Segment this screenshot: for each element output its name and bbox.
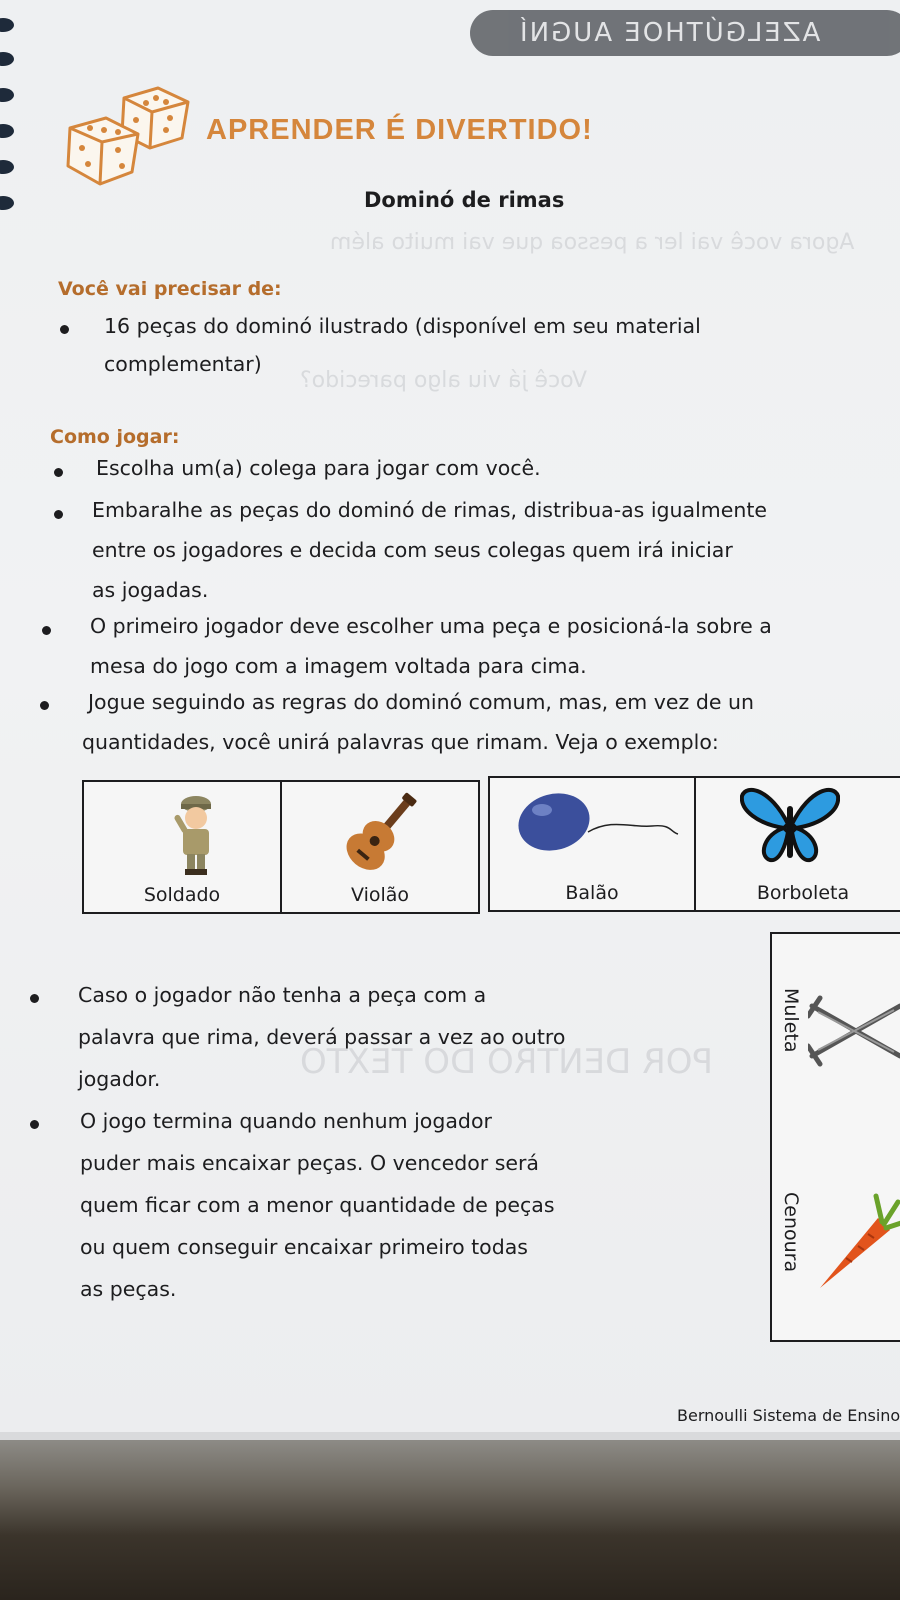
activity-subtitle: Dominó de rimas (364, 188, 565, 212)
spiral-ring (0, 52, 14, 66)
how-to-play-heading: Como jogar: (50, 426, 180, 448)
bullet-dot (42, 626, 51, 635)
bullet-dot (40, 701, 49, 710)
materials-item-line: complementar) (104, 352, 262, 376)
spiral-ring (0, 88, 14, 102)
ribbon-text: AZELGÚTHOE AUGNÍ (518, 18, 821, 48)
rule-line: Jogue seguindo as regras do dominó comum, mas, em vez de un (88, 690, 754, 714)
activity-title: APRENDER É DIVERTIDO! (206, 114, 593, 146)
domino-half (84, 782, 280, 912)
rule-line: puder mais encaixar peças. O vencedor será (80, 1151, 539, 1175)
bullet-dot (54, 468, 63, 477)
rule-line: Escolha um(a) colega para jogar com você. (96, 456, 541, 480)
domino-half-vertical (770, 1132, 900, 1342)
guitar-icon (338, 786, 428, 876)
rule-line: O primeiro jogador deve escolher uma peça e posicioná-la sobre a (90, 614, 772, 638)
header-ribbon (470, 10, 900, 56)
soldier-icon (166, 792, 226, 878)
domino-half (282, 782, 478, 912)
butterfly-icon (740, 784, 840, 866)
bleed-through-text: Agora você vai ler a pessoa que vai muito além (330, 230, 855, 255)
spiral-ring (0, 18, 14, 32)
crutches-icon (808, 994, 900, 1074)
domino-label: Balão (565, 882, 619, 904)
rule-line: Caso o jogador não tenha a peça com a (78, 983, 487, 1007)
domino-half (696, 778, 900, 910)
bleed-through-text: POR DENTRO DO TEXTO (300, 1042, 713, 1082)
domino-label: Cenoura (780, 1192, 802, 1273)
spiral-ring (0, 124, 14, 138)
bullet-dot (60, 325, 69, 334)
balloon-icon (512, 788, 682, 868)
rule-line: jogador. (78, 1067, 161, 1091)
domino-piece (488, 776, 900, 912)
bullet-dot (54, 510, 63, 519)
domino-label: Soldado (143, 884, 221, 906)
rule-line: Embaralhe as peças do dominó de rimas, distribua-as igualmente (92, 498, 768, 522)
rule-line: O jogo termina quando nenhum jogador (80, 1109, 492, 1133)
rule-line: entre os jogadores e decida com seus colegas quem irá iniciar (92, 538, 733, 562)
domino-piece (82, 780, 480, 914)
domino-label: Borboleta (756, 882, 850, 904)
domino-half-vertical (770, 932, 900, 1136)
carrot-icon (806, 1188, 900, 1298)
rule-line: ou quem conseguir encaixar primeiro todas (80, 1235, 528, 1259)
spiral-ring (0, 196, 14, 210)
materials-heading: Você vai precisar de: (58, 278, 282, 300)
bullet-dot (30, 994, 39, 1003)
rule-line: as peças. (80, 1277, 177, 1301)
rule-line: quantidades, você unirá palavras que rimam. Veja o exemplo: (82, 730, 719, 754)
domino-half (490, 778, 694, 910)
rule-line: mesa do jogo com a imagem voltada para cima. (90, 654, 587, 678)
bleed-through-text: Você já viu algo parecido? (300, 368, 587, 393)
dice-icon (62, 84, 192, 194)
desk-surface (0, 1440, 900, 1600)
rule-line: quem ficar com a menor quantidade de peças (80, 1193, 555, 1217)
rule-line: as jogadas. (92, 578, 209, 602)
bullet-dot (30, 1120, 39, 1129)
domino-label: Violão (350, 884, 410, 906)
spiral-ring (0, 160, 14, 174)
domino-label: Muleta (780, 988, 802, 1053)
materials-item-line: 16 peças do dominó ilustrado (disponível em seu material (104, 314, 701, 338)
publisher-footer: Bernoulli Sistema de Ensino (677, 1406, 900, 1425)
rule-line: palavra que rima, deverá passar a vez ao outro (78, 1025, 566, 1049)
